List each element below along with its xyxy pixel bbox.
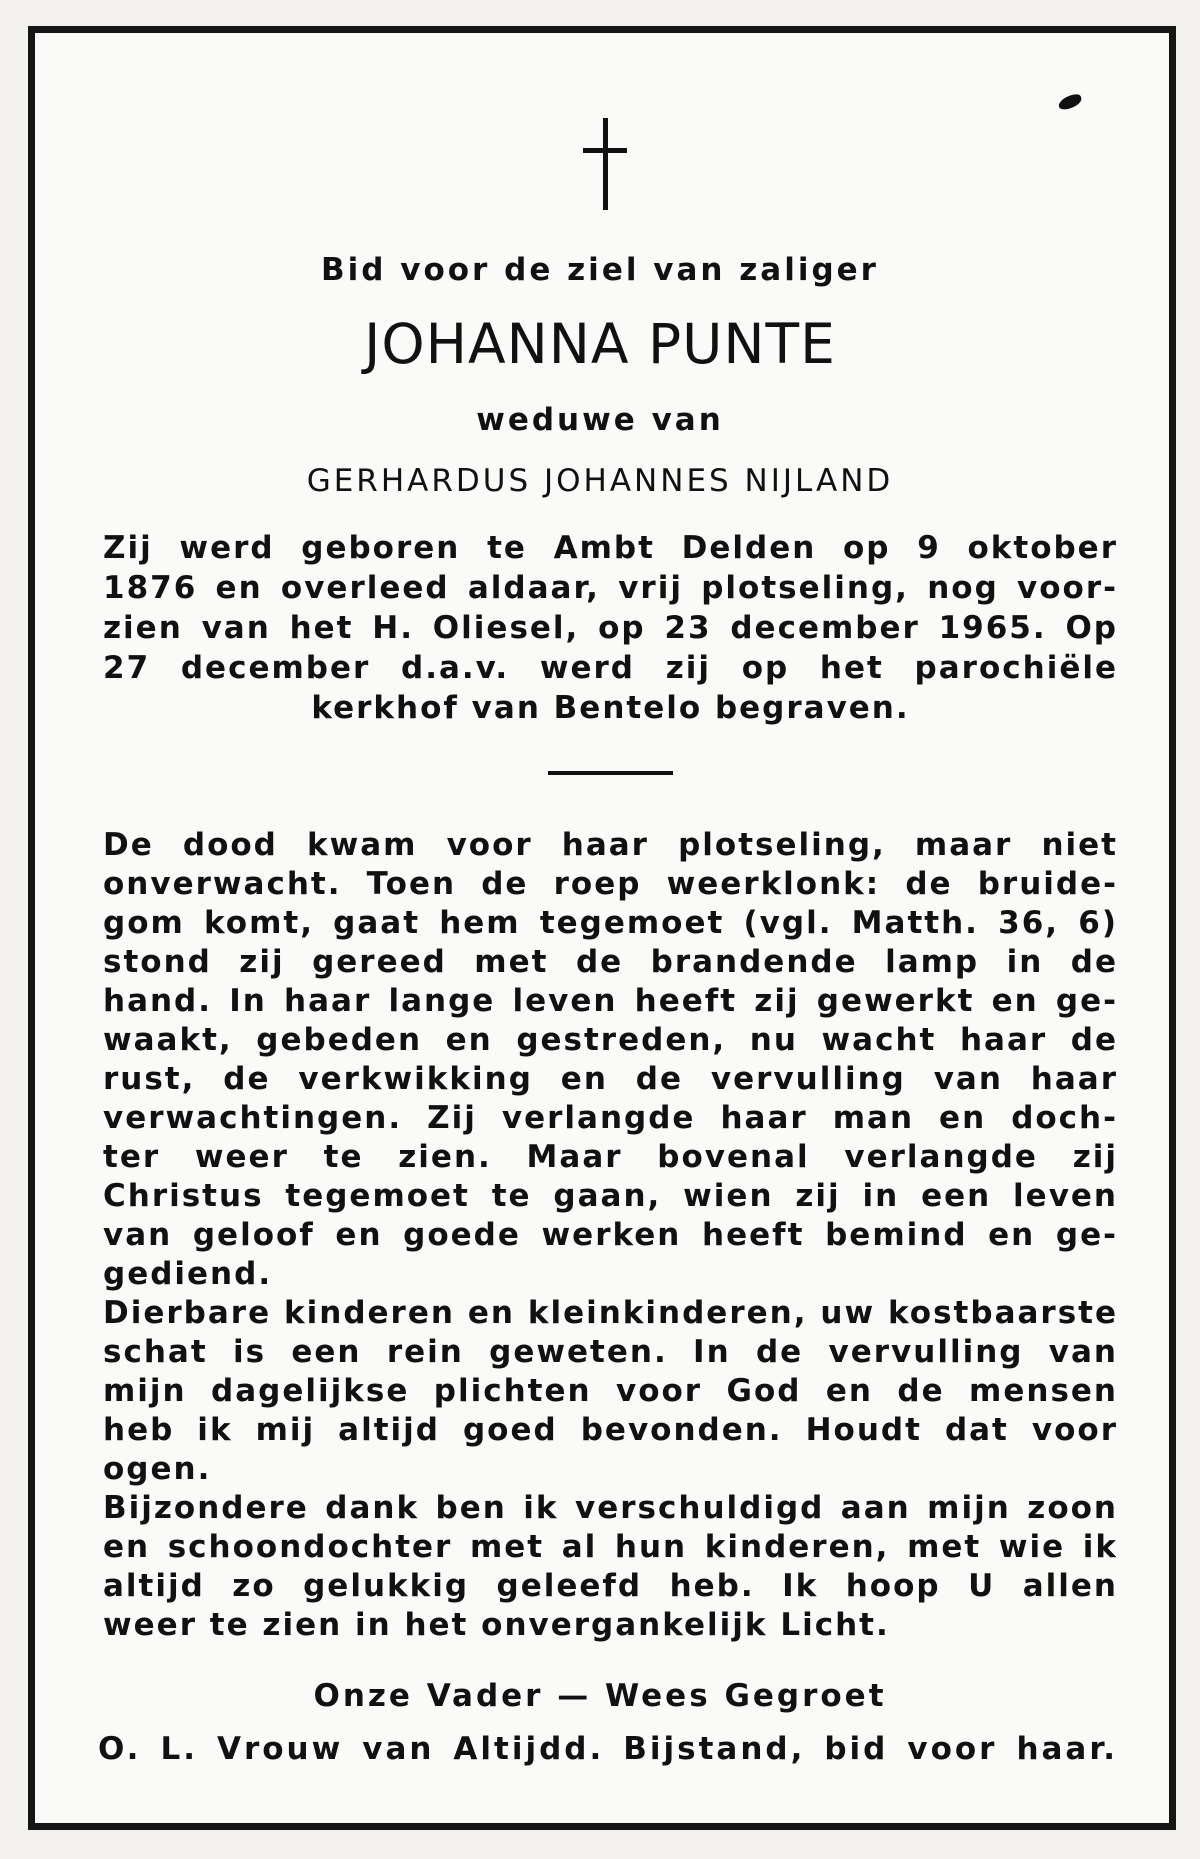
message-line: schat is een rein geweten. In de vervulling van xyxy=(103,1334,1118,1370)
message-line: waakt, gebeden en gestreden, nu wacht haar de xyxy=(103,1022,1118,1058)
message-line: hand. In haar lange leven heeft zij gewerkt en ge- xyxy=(103,983,1118,1019)
relation-line: weduwe van xyxy=(476,402,724,438)
biography-paragraph xyxy=(103,528,1118,728)
message-line: verwachtingen. Zij verlangde haar man en doch- xyxy=(103,1100,1118,1136)
message-line: Dierbare kinderen en kleinkinderen, uw kostbaarste xyxy=(103,1295,1118,1331)
message-line: Bijzondere dank ben ik verschuldigd aan mijn zoon xyxy=(103,1490,1118,1526)
message-line: van geloof en goede werken heeft bemind en ge- xyxy=(103,1217,1118,1253)
message-line: mijn dagelijkse plichten voor God en de mensen xyxy=(103,1373,1118,1409)
message-line: ter weer te zien. Maar bovenal verlangde zij xyxy=(103,1139,1118,1175)
deceased-name: JOHANNA PUNTE xyxy=(364,312,836,376)
prayer-line: Bid voor de ziel van zaliger xyxy=(321,252,879,288)
message-line: ogen. xyxy=(103,1451,212,1487)
message-text xyxy=(103,826,1118,1645)
closing-invocation: O. L. Vrouw van Altijdd. Bijstand, bid voor haar. xyxy=(98,1731,1118,1767)
biography-line: zien van het H. Oliesel, op 23 december 1965. Op xyxy=(103,610,1118,646)
message-line: heb ik mij altijd goed bevonden. Houdt dat voor xyxy=(103,1412,1118,1448)
divider xyxy=(548,771,673,775)
biography-line: kerkhof van Bentelo begraven. xyxy=(311,690,910,726)
closing-prayers: Onze Vader — Wees Gegroet xyxy=(313,1678,887,1714)
message-line: De dood kwam voor haar plotseling, maar niet xyxy=(103,827,1118,863)
biography-line: Zij werd geboren te Ambt Delden op 9 oktober xyxy=(103,530,1118,566)
biography-line: 1876 en overleed aldaar, vrij plotseling, nog voor- xyxy=(103,570,1118,606)
message-line: gediend. xyxy=(103,1256,273,1292)
biography-line: 27 december d.a.v. werd zij op het parochiële xyxy=(103,650,1118,686)
message-line: stond zij gereed met de brandende lamp in de xyxy=(103,944,1118,980)
message-line: weer te zien in het onvergankelijk Licht. xyxy=(103,1607,890,1643)
message-line: altijd zo gelukkig geleefd heb. Ik hoop U allen xyxy=(103,1568,1118,1604)
message-line: Christus tegemoet te gaan, wien zij in een leven xyxy=(103,1178,1118,1214)
spouse-name: GERHARDUS JOHANNES NIJLAND xyxy=(306,463,894,499)
message-line: gom komt, gaat hem tegemoet (vgl. Matth. 36, 6) xyxy=(103,905,1118,941)
message-line: onverwacht. Toen de roep weerklonk: de bruide- xyxy=(103,866,1118,902)
message-line: en schoondochter met al hun kinderen, met wie ik xyxy=(103,1529,1118,1565)
message-line: rust, de verkwikking en de vervulling van haar xyxy=(103,1061,1118,1097)
cross-icon xyxy=(583,118,627,210)
